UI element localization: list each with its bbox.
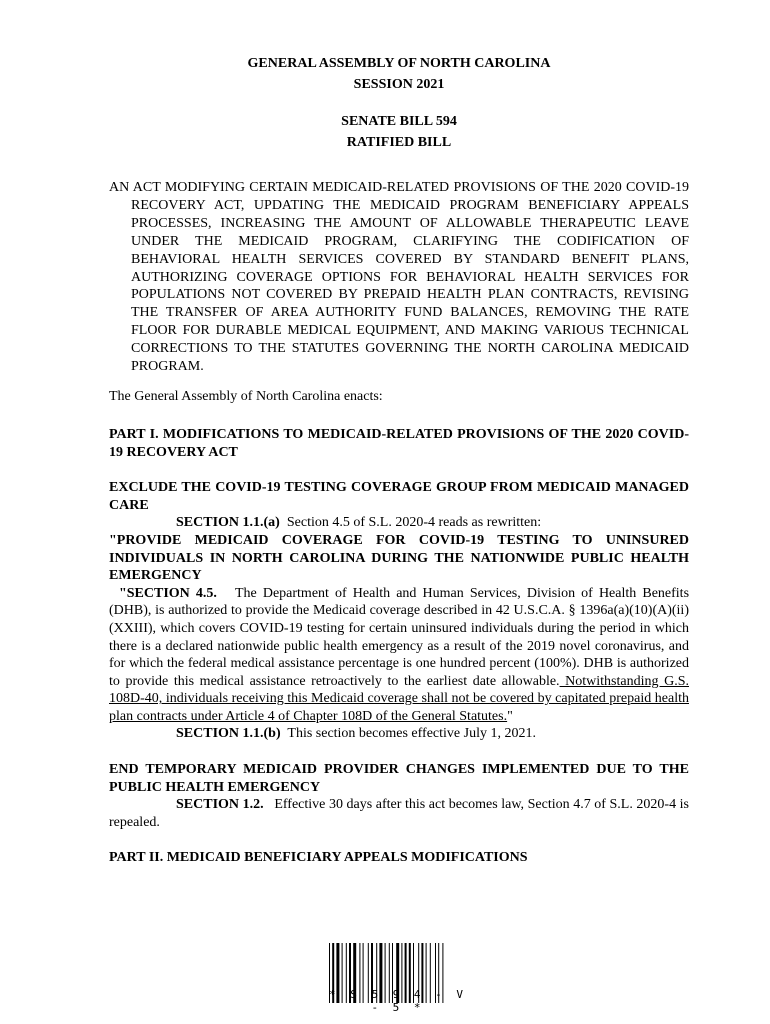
- section-1-1a-text: Section 4.5 of S.L. 2020-4 reads as rewritten:: [286, 515, 542, 531]
- enacting-clause: The General Assembly of North Carolina enacts:: [109, 388, 383, 404]
- section-4-5-close-quote: ": [507, 708, 513, 724]
- section-1-2-label: SECTION 1.2.: [176, 797, 264, 813]
- part-1-heading: PART I. MODIFICATIONS TO MEDICAID-RELATED PROVISIONS OF THE 2020 COVID-19 RECOVERY ACT: [109, 426, 689, 460]
- session-label: SESSION 2021: [353, 77, 445, 92]
- document-body: [109, 53, 689, 867]
- section-4-5-paragraph: [109, 585, 689, 726]
- assembly-name: GENERAL ASSEMBLY OF NORTH CAROLINA: [247, 56, 551, 71]
- section-4-5-text: The Department of Health and Human Services, Division of Health Benefits (DHB), is authorized to provide the Medicaid coverage described in 42 U.S.C.A. § 1396a(a)(10)(A)(ii)(XXIII), which covers COVID-19 testing for certain uninsured individuals during the period in which there is a declared nationwide public health emergency as a result of the 2019 novel coronavirus, and for which the federal medical assistance percentage is one hundred percent (100%). DHB is authorized to provide this medical assistance retroactively to the earliest date allowable.: [109, 585, 690, 689]
- bill-number: SENATE BILL 594: [341, 114, 457, 129]
- section-4-5-label: "SECTION 4.5.: [119, 585, 217, 601]
- barcode-caption: * S 5 9 4 - V - 5 *: [328, 988, 468, 1014]
- section-1-1-heading: EXCLUDE THE COVID-19 TESTING COVERAGE GROUP FROM MEDICAID MANAGED CARE: [109, 480, 689, 513]
- document-header: [109, 53, 689, 153]
- section-4-5-inserted-text: Notwithstanding G.S. 108D-40, individuals receiving this Medicaid coverage shall not be covered by capitated prepaid health plan contracts under Article 4 of Chapter 108D of the General Statutes.: [109, 673, 689, 724]
- bill-status: RATIFIED BILL: [346, 135, 452, 150]
- section-1-1b: [109, 725, 689, 743]
- section-1-1a: [109, 514, 689, 532]
- section-1-2-heading: END TEMPORARY MEDICAID PROVIDER CHANGES IMPLEMENTED DUE TO THE PUBLIC HEALTH EMERGENCY: [109, 762, 689, 795]
- section-1-2: [109, 796, 689, 831]
- section-1-1b-label: SECTION 1.1.(b): [176, 726, 281, 742]
- act-title: AN ACT MODIFYING CERTAIN MEDICAID-RELATED PROVISIONS OF THE 2020 COVID-19 RECOVERY ACT, UPDATING THE MEDICAID PROGRAM BENEFICIARY APPEALS PROCESSES, INCREASING THE AMOUNT OF ALLOWABLE THERAPEUTIC LEAVE UNDER THE MEDICAID PROGRAM, CLARIFYING THE CODIFICATION OF BEHAVIORAL HEALTH SERVICES COVERED BY STANDARD BENEFIT PLANS, AUTHORIZING COVERAGE OPTIONS FOR BEHAVIORAL HEALTH SERVICES FOR POPULATIONS NOT COVERED BY PREPAID HEALTH PLAN CONTRACTS, REVISING THE TRANSFER OF AREA AUTHORITY FUND BALANCES, REMOVING THE RATE FLOOR FOR DURABLE MEDICAL EQUIPMENT, AND MAKING VARIOUS TECHNICAL CORRECTIONS TO THE STATUTES GOVERNING THE NORTH CAROLINA MEDICAID PROGRAM.: [109, 180, 689, 375]
- quoted-section-heading: "PROVIDE MEDICAID COVERAGE FOR COVID-19 TESTING TO UNINSURED INDIVIDUALS IN NORTH CAROLINA DURING THE NATIONWIDE PUBLIC HEALTH EMERGENCY: [109, 532, 689, 584]
- section-1-1a-label: SECTION 1.1.(a): [176, 515, 280, 531]
- section-1-1b-text: This section becomes effective July 1, 2021.: [287, 726, 536, 742]
- part-2-heading: PART II. MEDICAID BENEFICIARY APPEALS MODIFICATIONS: [109, 850, 528, 866]
- section-1-2-text: Effective 30 days after this act becomes law, Section 4.7 of S.L. 2020-4 is repealed.: [109, 797, 690, 830]
